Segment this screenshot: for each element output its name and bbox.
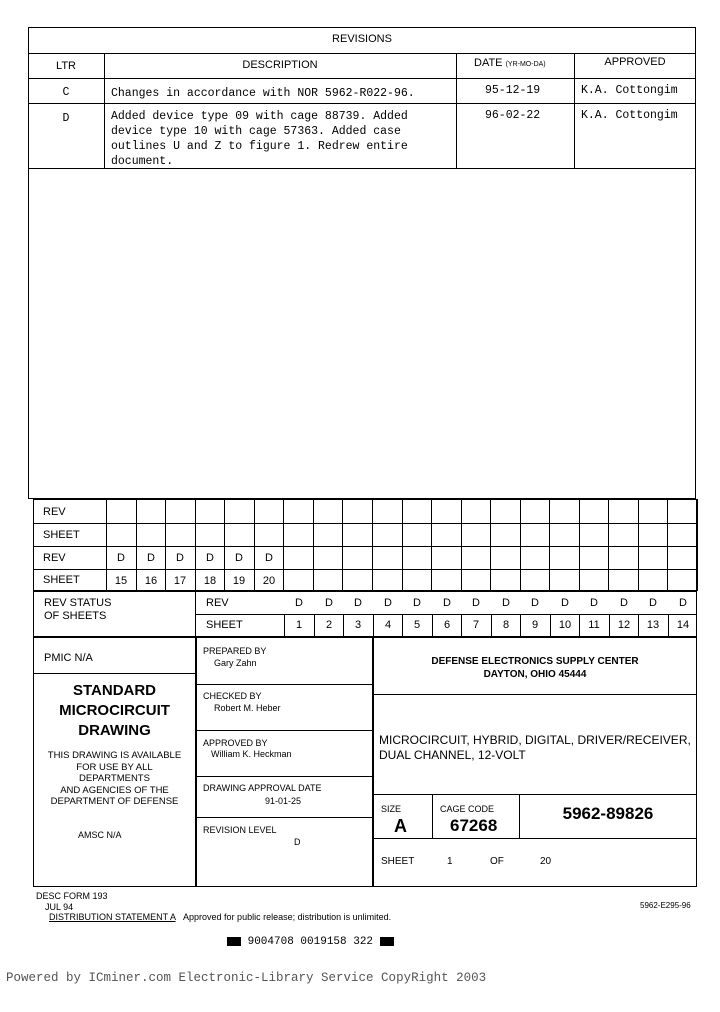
upper-sheet-cell: 20 [262,575,276,587]
grid-line [342,499,343,591]
lower-sheet-cell: 12 [617,619,631,631]
upper-sheet-cell: 15 [114,575,128,587]
availability-line: DEPARTMENT OF DEFENSE [50,796,179,807]
upper-sheet-cell: 19 [232,575,246,587]
sheet-label: SHEET [381,856,415,867]
pmic-label: PMIC N/A [44,652,93,664]
agency-line: DEFENSE ELECTRONICS SUPPLY CENTER [431,656,639,667]
rev-status-label [44,597,111,623]
barcode-text: 9004708 0019158 322 [247,936,374,948]
title-line: DRAWING [78,722,151,739]
col-approved-header: APPROVED [604,56,666,68]
lower-sheet-cell: 8 [502,619,510,631]
standard-title [33,681,196,741]
lower-sheet-cell: 2 [325,619,333,631]
lower-rev-label: REV [206,597,229,609]
lower-rev-cell: D [472,597,480,609]
rev-row-description: Changes in accordance with NOR 5962-R022-96. [111,87,415,100]
powered-by: Powered by ICminer.com Electronic-Library Service CopyRight 2003 [6,971,487,985]
lower-rev-cell: D [531,597,539,609]
lower-rev-cell: D [561,597,569,609]
lower-rev-cell: D [295,597,303,609]
lower-sheet-cell: 7 [472,619,480,631]
grid-line [431,499,432,591]
lower-rev-cell: D [384,597,392,609]
availability-statement [33,750,196,808]
upper-rev-cell: D [117,552,125,564]
description-line: document. [111,155,174,168]
lower-rev-cell: D [590,597,598,609]
col-description-header: DESCRIPTION [242,59,318,71]
grid-line [313,499,314,591]
upper-rev-cell: D [206,552,214,564]
barcode-bar [380,937,394,946]
lower-sheet-cell: 9 [531,619,539,631]
grid-line [579,499,580,591]
amsc-label: AMSC N/A [78,830,122,840]
revision-level-label: REVISION LEVEL [203,825,277,835]
col-date-format: (YR-MO-DA) [505,61,546,68]
drawing-title-line: DUAL CHANNEL, 12-VOLT [379,748,526,762]
drawing-title [379,733,691,763]
grid-line [697,499,698,591]
lower-sheet-cell: 1 [295,619,303,631]
grid-line [549,499,550,591]
rev-row-ltr: D [62,112,70,125]
title-line: STANDARD [72,682,157,699]
rev-status-line: OF SHEETS [44,610,107,622]
approved-by-name: William K. Heckman [211,749,292,759]
lower-sheet-cell: 11 [588,619,600,631]
availability-line: DEPARTMENTS [79,773,150,784]
approved-by-label: APPROVED BY [203,738,268,748]
grid-line [667,499,668,591]
rev-row-approved: K.A. Cottongim [581,84,678,97]
prepared-by-name: Gary Zahn [214,658,257,668]
lower-sheet-label: SHEET [206,619,243,631]
grid-line [461,499,462,591]
grid-line [402,499,403,591]
drawing-number: 5962-89826 [562,804,654,823]
cage-code-label: CAGE CODE [440,804,495,814]
lower-rev-cell: D [413,597,421,609]
description-line: device type 10 with cage 57363. Added case [111,125,401,138]
availability-line: AND AGENCIES OF THE [60,784,169,796]
lower-rev-cell: D [443,597,451,609]
checked-by-label: CHECKED BY [203,691,262,701]
col-date-label: DATE [474,57,503,69]
upper-rev-cell: D [176,552,184,564]
form-line: DESC FORM 193 [36,891,108,901]
lower-sheet-cell: 14 [676,619,690,631]
distribution-statement [49,912,391,922]
upper-rev-cell: D [265,552,273,564]
lower-rev-cell: D [620,597,628,609]
barcode [227,936,394,948]
lower-sheet-cell: 13 [646,619,660,631]
lower-rev-cell: D [679,597,687,609]
grid-line [608,499,609,591]
lower-rev-cell: D [502,597,510,609]
upper-sheet-cell: 17 [173,575,187,587]
sheet-number: 1 [447,856,453,867]
upper-sheet-cell: 16 [144,575,158,587]
size-label: SIZE [381,804,402,814]
grid-line [490,499,491,591]
grid-line [520,499,521,591]
checked-by-name: Robert M. Heber [214,703,281,713]
lower-sheet-cell: 10 [558,619,572,631]
lower-rev-cell: D [354,597,362,609]
drawing-title-line: MICROCIRCUIT, HYBRID, DIGITAL, DRIVER/RECEIVER, [379,733,691,747]
col-ltr-header: LTR [56,60,76,72]
total-sheets: 20 [540,856,552,867]
approval-date: 91-01-25 [265,796,302,806]
barcode-bar [227,937,241,946]
form-date: JUL 94 [45,902,74,912]
rev-row-description [111,109,408,169]
description-line: Added device type 09 with cage 88739. Added [111,110,408,123]
rev-row-approved: K.A. Cottongim [581,109,678,122]
revision-level: D [294,837,301,847]
upper-sheet-cell: 18 [203,575,217,587]
rev-label: REV [43,506,66,518]
grid-line [638,499,639,591]
description-line: outlines U and Z to figure 1. Redrew entire [111,140,408,153]
cage-code-value: 67268 [450,816,498,835]
size-value: A [394,816,407,836]
rev-row-ltr: C [62,86,70,99]
sheet-label: SHEET [43,529,80,541]
upper-rev-cell: D [235,552,243,564]
upper-rev-cell: D [147,552,155,564]
lower-sheet-cell: 3 [354,619,362,631]
col-date-header [474,57,546,69]
form-number: 5962-E295-96 [640,901,691,910]
distribution-label: DISTRIBUTION STATEMENT A [49,912,176,922]
approval-date-label: DRAWING APPROVAL DATE [203,783,322,793]
title-line: MICROCIRCUIT [59,702,170,719]
rev-label: REV [43,552,66,564]
availability-line: THIS DRAWING IS AVAILABLE [47,750,182,761]
agency-line: DAYTON, OHIO 45444 [483,669,587,680]
rev-status-line: REV STATUS [44,597,112,609]
rev-row-date: 96-02-22 [485,109,541,122]
signoff-column [196,637,373,887]
availability-line: FOR USE BY ALL [76,761,153,773]
lower-sheet-cell: 6 [443,619,451,631]
prepared-by-label: PREPARED BY [203,646,267,656]
lower-sheet-cell: 4 [384,619,392,631]
of-label: OF [490,856,504,867]
rev-row-date: 95-12-19 [485,84,541,97]
sheet-label: SHEET [43,574,80,586]
distribution-text: Approved for public release; distribution is unlimited. [183,912,392,922]
lower-rev-cell: D [325,597,333,609]
lower-sheet-cell: 5 [413,619,421,631]
grid-line [372,499,373,591]
lower-rev-cell: D [649,597,657,609]
agency-name [373,655,697,681]
revisions-header: REVISIONS [332,33,392,45]
form-id [36,891,108,913]
